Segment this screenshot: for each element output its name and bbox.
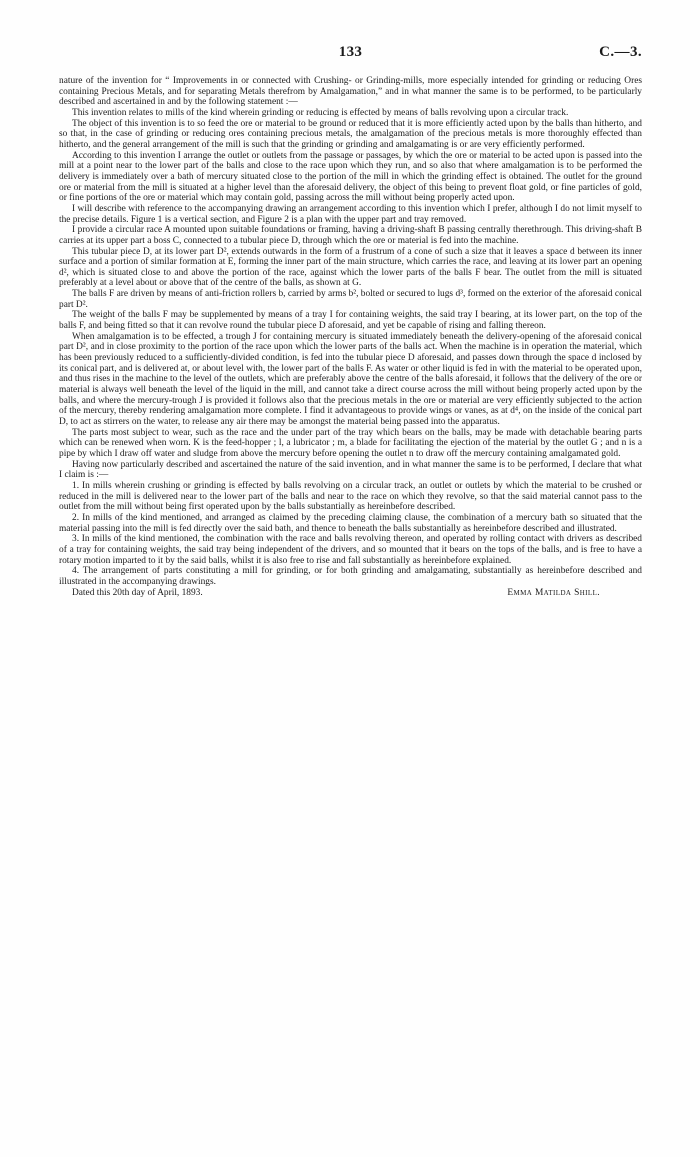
paragraph: This tubular piece D, at its lower part D², extends outwards in the form of a frustrum of a cone of such a size that it leaves a space d between its inner surface and a portion of similar formation at E, forming the inner part of the main structure, which carries the race, and leaving at its lower part an opening d², which is situated close to and above the portion of the race, against which the lower parts of the balls F bear. The outlet from the mill is situated preferably at a level about or above that of the centre of the balls, as shown at G. — [59, 246, 642, 289]
paragraph: The weight of the balls F may be supplemented by means of a tray I for containing weights, the said tray I bearing, at its lower part, on the top of the balls F, and being fitted so that it can revolve round the tubular piece D aforesaid, and yet be capable of rising and falling thereon. — [59, 310, 642, 332]
page-header — [59, 44, 642, 64]
paragraph: This invention relates to mills of the kind wherein grinding or reducing is effected by means of balls revolving upon a circular track. — [72, 107, 569, 118]
date-line: Dated this 20th day of April, 1893. — [72, 587, 203, 598]
paragraph: The parts most subject to wear, such as the race and the under part of the tray which bears on the balls, may be made with detachable bearing parts which can be renewed when worn. K is the feed-hopper ; l, a lubricator ; m, a blade for facilitating the ejection of the material by the outlet G ; and n is a pipe by which I draw off water and sludge from above the mercury before opening the outlet n to draw off the mercury containing amalgamated gold. — [59, 427, 642, 459]
paragraph: The object of this invention is to so feed the ore or material to be ground or reduced that it is more efficiently acted upon by the balls than hitherto, and so that, in the case of grinding or reducing ores containing precious metals, the amalgamation of the precious metals is more thoroughly effected than hitherto, and the general arrangement of the mill is such that the grinding or grinding and amalgamating is or are very efficiently performed. — [59, 118, 642, 150]
paragraph: According to this invention I arrange the outlet or outlets from the passage or passages, by which the ore or material to be acted upon is passed into the mill at a point near to the lower part of the balls and close to the race upon which they run, and so also that where amalgamation is to be performed the delivery is immediately over a bath of mercury situated close to the portion of the mill in which the grinding effect is obtained. The outlet for the ground ore or material from the mill is situated at a higher level than the aforesaid delivery, the object of this being to prevent float gold, or fine particles of gold, or fine portions of the ore or material which may contain gold, passing across the mill without being properly acted upon. — [59, 150, 642, 204]
claim-2: 2. In mills of the kind mentioned, and arranged as claimed by the preceding claiming clause, the combination of a mercury bath so situated that the material passing into the mill is fed directly over the said bath, and thence to beneath the balls substantially as hereinbefore described and illustrated. — [59, 512, 642, 534]
paragraph: nature of the invention for “ Improvements in or connected with Crushing- or Grinding-mills, more especially intended for grinding or reducing Ores containing Precious Metals, and for separating Metals therefrom by Amalgamation,” and in what manner the same is to be performed, to be particularly described and ascertained in and by the following statement :— — [59, 76, 642, 108]
page-number: 133 — [338, 44, 363, 60]
paragraph: I provide a circular race A mounted upon suitable foundations or framing, having a driving-shaft B passing centrally therethrough. This driving-shaft B carries at its upper part a boss C, connected to a tubular piece D, through which the ore or material is fed into the machine. — [59, 225, 642, 246]
claim-3: 3. In mills of the kind mentioned, the combination with the race and balls revolving thereon, and operated by rolling contact with drivers as described of a tray for containing weights, the said tray being independent of the drivers, and so mounted that it bears on the tops of the balls, and is free to have a rotary motion imparted to it by the said balls, whilst it is also free to rise and fall substantially as hereinbefore explained. — [59, 534, 642, 566]
document-reference: C.—3. — [599, 44, 642, 60]
paragraph: I will describe with reference to the accompanying drawing an arrangement according to this invention which I prefer, although I do not limit myself to the precise details. Figure 1 is a vertical section, and Figure 2 is a plan with the upper part and tray removed. — [59, 203, 642, 225]
claim-4: 4. The arrangement of parts constituting a mill for grinding, or for both grinding and amalgamating, substantially as hereinbefore described and illustrated in the accompanying drawings. — [59, 566, 642, 587]
paragraph: Having now particularly described and ascertained the nature of the said invention, and in what manner the same is to be performed, I declare that what I claim is :— — [59, 459, 642, 481]
signature: Emma Matilda Shill. — [507, 587, 600, 598]
paragraph: The balls F are driven by means of anti-friction rollers b, carried by arms b², bolted or secured to lugs d³, formed on the exterior of the aforesaid conical part D². — [59, 289, 642, 310]
paragraph: When amalgamation is to be effected, a trough J for containing mercury is situated immediately beneath the delivery-opening of the aforesaid conical part D², and in close proximity to the portion of the race upon which the lower parts of the balls act. When the machine is in operation the material, which has been previously reduced to a sufficiently-divided condition, is fed into the tubular piece D aforesaid, and passes down through the space d inclosed by its conical part, and is delivered at, or about level with, the lower part of the balls F. As water or other liquid is fed in with the material to be operated upon, and thus rises in the machine to the level of the outlets, which are preferably above the centre of the balls aforesaid, it follows that the delivery of the ore or material is always well beneath the level of the liquid in the mill, and cannot take a direct course across the mill without being properly acted upon by the balls, and where the mercury-trough J is provided it follows also that the precious metals in the ore or material are very efficiently subjected to the action of the mercury, thereby rendering amalgamation more complete. I find it advantageous to provide wings or vanes, as at d⁴, on the inside of the conical part D, to act as stirrers on the water, to release any air there may be amongst the material being passed into the apparatus. — [59, 331, 642, 427]
closing-line — [59, 588, 642, 599]
claim-1: 1. In mills wherein crushing or grinding is effected by balls revolving on a circular track, an outlet or outlets by which the material to be crushed or reduced in the mill is delivered near to the lower part of the balls and near to the race on which they revolve, so that the said material cannot pass to the outlet from the mill without being first operated upon by the balls substantially as hereinbefore described. — [59, 480, 642, 513]
document-body — [59, 76, 642, 598]
